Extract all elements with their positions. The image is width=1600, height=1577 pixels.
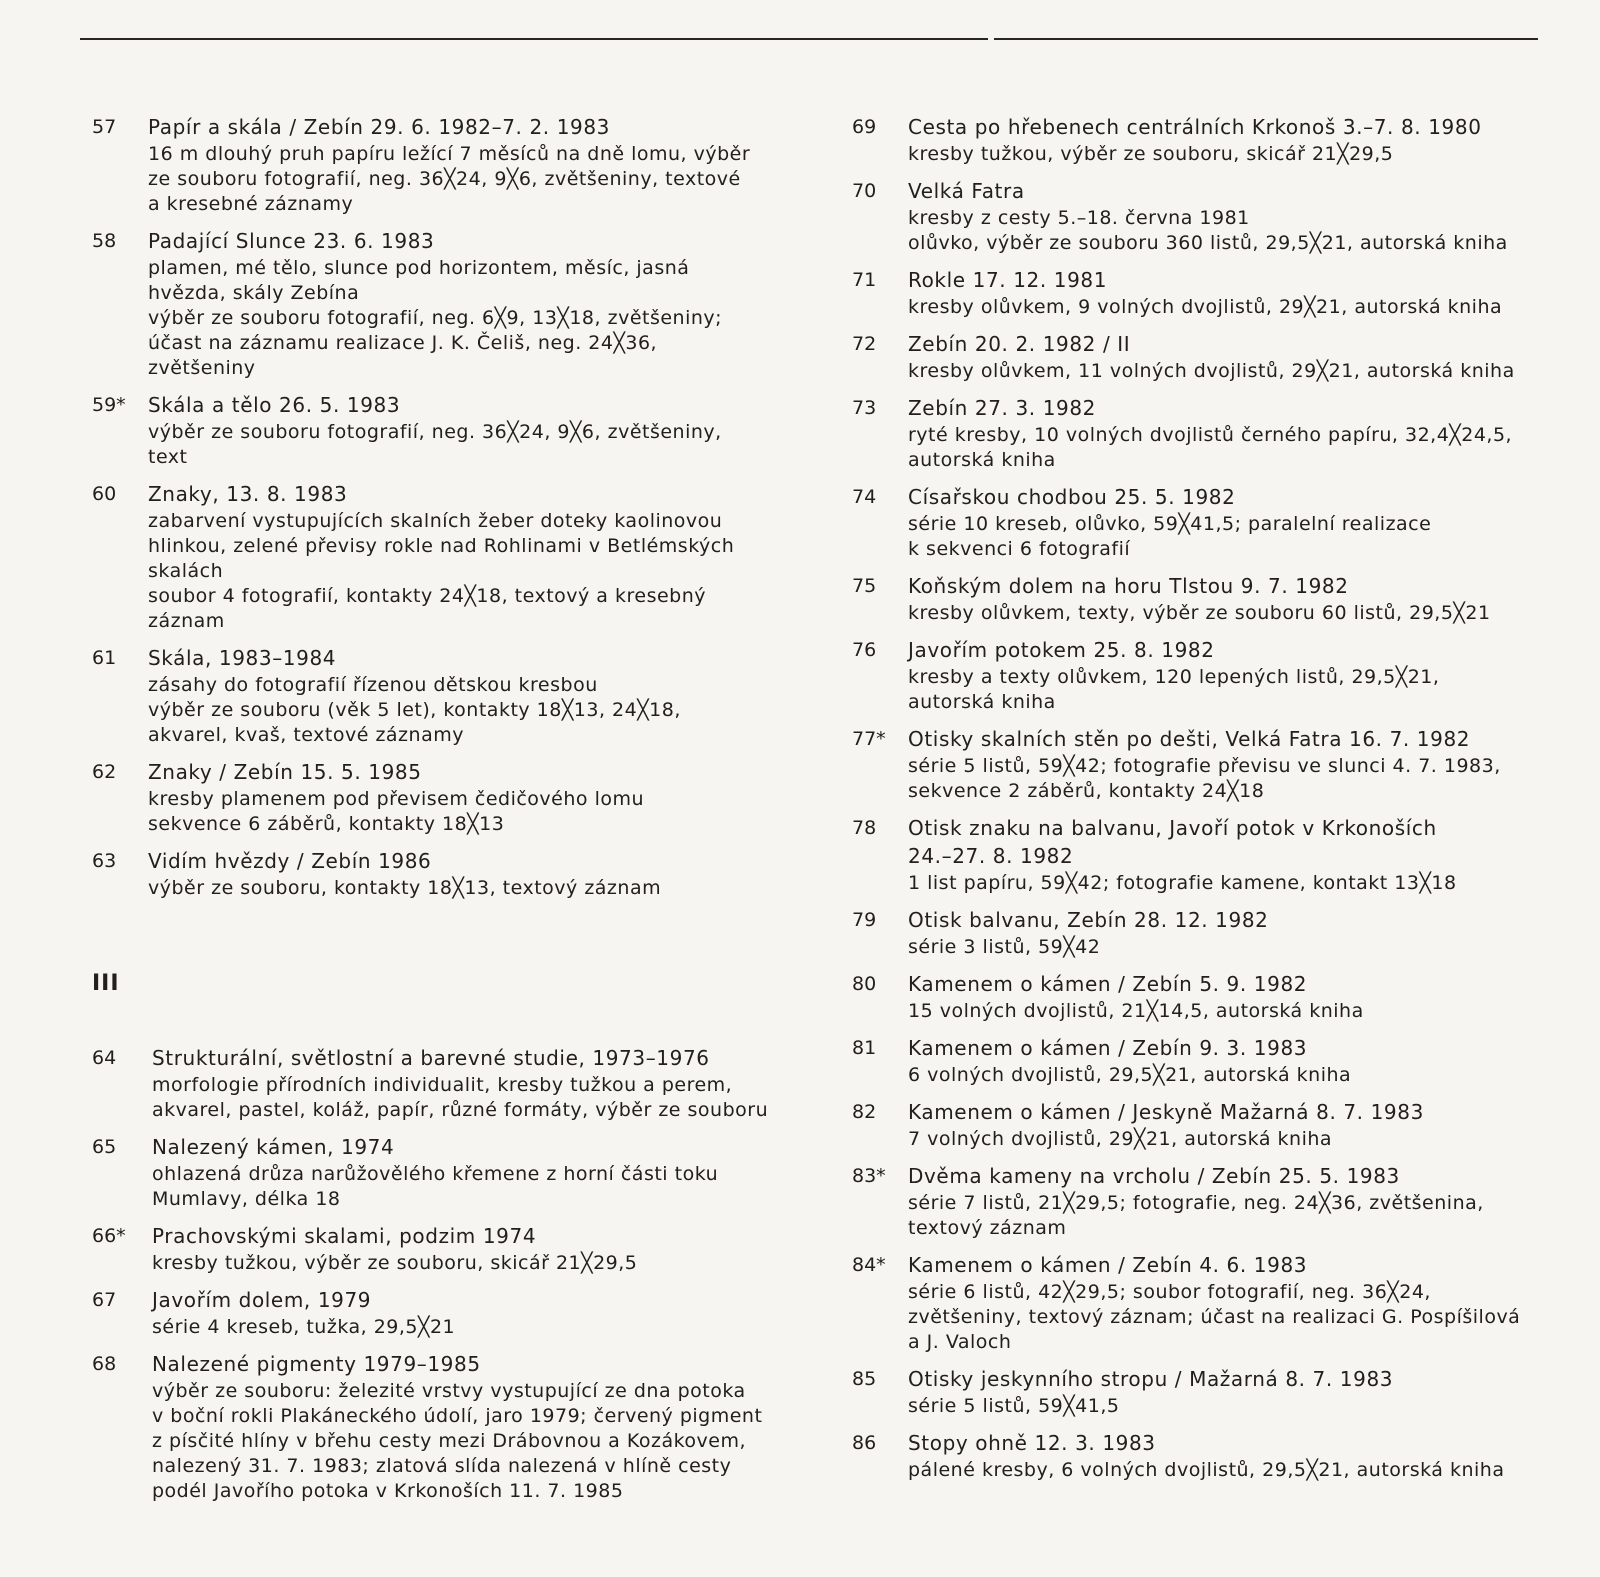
entry-title: Padající Slunce 23. 6. 1983 bbox=[148, 229, 435, 253]
catalog-entry bbox=[852, 636, 1592, 715]
entry-title: Strukturální, světlostní a barevné studie, 1973–1976 bbox=[152, 1046, 710, 1070]
entry-title: Papír a skála / Zebín 29. 6. 1982–7. 2. 1983 bbox=[148, 115, 611, 139]
entry-number: 85 bbox=[852, 1368, 877, 1390]
entry-number: 65 bbox=[92, 1136, 117, 1158]
entry-title: Zebín 27. 3. 1982 bbox=[908, 396, 1096, 420]
catalog-entry bbox=[852, 1365, 1592, 1419]
entry-title: Otisk balvanu, Zebín 28. 12. 1982 bbox=[908, 908, 1269, 932]
entry-title: Zebín 20. 2. 1982 / II bbox=[908, 332, 1131, 356]
catalog-entry bbox=[852, 970, 1592, 1024]
entry-number: 75 bbox=[852, 575, 877, 597]
catalog-entry bbox=[852, 483, 1592, 562]
entry-description: výběr ze souboru: železité vrstvy vystupující ze dna potoka v boční rokli Plakáneckého údolí, jaro 1979; červený pigment z písčité hlíny v břehu cesty mezi Drábovnou a Kozákovem, nalezený 31. 7. 1983; zlatová slída nalezená v hlíně cesty podél Javořího potoka v Krkonoších 11. 7. 1985 bbox=[152, 1380, 763, 1502]
catalog-entry bbox=[92, 847, 832, 901]
catalog-entry bbox=[852, 572, 1592, 626]
catalog-entry bbox=[92, 480, 832, 634]
entry-title: Javořím potokem 25. 8. 1982 bbox=[908, 638, 1215, 662]
entry-description: zásahy do fotografií řízenou dětskou kresbou výběr ze souboru (věk 5 let), kontakty 18╳13, 24╳18, akvarel, kvaš, textové záznamy bbox=[148, 674, 681, 746]
entry-title: Javořím dolem, 1979 bbox=[152, 1288, 372, 1312]
entry-number: 58 bbox=[92, 230, 117, 252]
catalog-entry bbox=[852, 177, 1592, 256]
catalog-entry bbox=[852, 814, 1592, 896]
entry-title: Nalezený kámen, 1974 bbox=[152, 1135, 395, 1159]
catalog-entry bbox=[92, 227, 832, 381]
entry-number: 79 bbox=[852, 909, 877, 931]
entry-number: 68 bbox=[92, 1353, 117, 1375]
entry-number: 82 bbox=[852, 1101, 877, 1123]
entry-title: Cesta po hřebenech centrálních Krkonoš 3.–7. 8. 1980 bbox=[908, 115, 1482, 139]
entry-title: Dvěma kameny na vrcholu / Zebín 25. 5. 1983 bbox=[908, 1164, 1400, 1188]
entry-description: ryté kresby, 10 volných dvojlistů černého papíru, 32,4╳24,5, autorská kniha bbox=[908, 424, 1513, 471]
entry-title: Znaky / Zebín 15. 5. 1985 bbox=[148, 760, 422, 784]
entry-description: pálené kresby, 6 volných dvojlistů, 29,5╳21, autorská kniha bbox=[908, 1459, 1505, 1481]
entry-title: Otisk znaku na balvanu, Javoří potok v Krkonoších 24.–27. 8. 1982 bbox=[908, 816, 1437, 868]
entry-description: kresby plamenem pod převisem čedičového lomu sekvence 6 záběrů, kontakty 18╳13 bbox=[148, 788, 645, 835]
entry-description: plamen, mé tělo, slunce pod horizontem, měsíc, jasná hvězda, skály Zebína výběr ze souboru fotografií, neg. 6╳9, 13╳18, zvětšeniny; účast na záznamu realizace J. K. Čeliš, neg. 24╳36, zvětšeniny bbox=[148, 257, 723, 379]
entry-title: Stopy ohně 12. 3. 1983 bbox=[908, 1431, 1156, 1455]
entry-description: morfologie přírodních individualit, kresby tužkou a perem, akvarel, pastel, koláž, papír, různé formáty, výběr ze souboru bbox=[152, 1074, 769, 1121]
entry-number: 70 bbox=[852, 180, 877, 202]
top-rule-left bbox=[80, 38, 988, 40]
entry-description: kresby olůvkem, texty, výběr ze souboru 60 listů, 29,5╳21 bbox=[908, 602, 1491, 624]
entry-description: výběr ze souboru, kontakty 18╳13, textový záznam bbox=[148, 877, 662, 899]
catalog-entry bbox=[92, 1286, 832, 1340]
catalog-entry bbox=[92, 644, 832, 748]
entry-number: 59* bbox=[92, 394, 126, 416]
entry-description: výběr ze souboru fotografií, neg. 36╳24, 9╳6, zvětšeniny, text bbox=[148, 421, 722, 468]
entry-description: ohlazená drůza narůžovělého křemene z horní části toku Mumlavy, délka 18 bbox=[152, 1163, 719, 1210]
entry-number: 66* bbox=[92, 1225, 126, 1247]
entry-number: 67 bbox=[92, 1289, 117, 1311]
catalog-entry bbox=[852, 394, 1592, 473]
catalog-entry bbox=[852, 1098, 1592, 1152]
entry-description: série 4 kreseb, tužka, 29,5╳21 bbox=[152, 1316, 456, 1338]
catalog-entry bbox=[852, 266, 1592, 320]
entry-number: 64 bbox=[92, 1047, 117, 1069]
entry-number: 63 bbox=[92, 850, 117, 872]
entry-number: 62 bbox=[92, 761, 117, 783]
left-column bbox=[92, 113, 832, 1514]
catalog-entry bbox=[92, 1044, 832, 1123]
catalog-entry bbox=[92, 758, 832, 837]
right-column bbox=[852, 113, 1592, 1493]
entry-number: 78 bbox=[852, 817, 877, 839]
entry-number: 83* bbox=[852, 1165, 886, 1187]
catalog-entry bbox=[852, 1034, 1592, 1088]
entry-title: Velká Fatra bbox=[908, 179, 1025, 203]
entry-title: Kamenem o kámen / Zebín 5. 9. 1982 bbox=[908, 972, 1308, 996]
entry-description: série 5 listů, 59╳42; fotografie převisu ve slunci 4. 7. 1983, sekvence 2 záběrů, kontakty 24╳18 bbox=[908, 755, 1501, 802]
catalog-entry bbox=[852, 725, 1592, 804]
entry-description: kresby tužkou, výběr ze souboru, skicář 21╳29,5 bbox=[908, 143, 1394, 165]
entry-title: Nalezené pigmenty 1979–1985 bbox=[152, 1352, 481, 1376]
catalog-entry bbox=[92, 1133, 832, 1212]
entry-title: Kamenem o kámen / Jeskyně Mažarná 8. 7. 1983 bbox=[908, 1100, 1424, 1124]
entry-title: Otisky jeskynního stropu / Mažarná 8. 7. 1983 bbox=[908, 1367, 1394, 1391]
catalog-entry bbox=[852, 1251, 1592, 1355]
entry-number: 61 bbox=[92, 647, 117, 669]
entry-description: série 5 listů, 59╳41,5 bbox=[908, 1395, 1120, 1417]
catalog-entry bbox=[92, 1222, 832, 1276]
entry-title: Otisky skalních stěn po dešti, Velká Fatra 16. 7. 1982 bbox=[908, 727, 1471, 751]
entry-number: 74 bbox=[852, 486, 877, 508]
catalog-entry bbox=[92, 1350, 832, 1504]
entry-title: Znaky, 13. 8. 1983 bbox=[148, 482, 348, 506]
entry-number: 73 bbox=[852, 397, 877, 419]
entry-description: 15 volných dvojlistů, 21╳14,5, autorská kniha bbox=[908, 1000, 1364, 1022]
entry-number: 72 bbox=[852, 333, 877, 355]
entries-list-section2 bbox=[92, 113, 832, 901]
catalog-entry bbox=[852, 1429, 1592, 1483]
entry-description: 7 volných dvojlistů, 29╳21, autorská kniha bbox=[908, 1128, 1333, 1150]
entry-title: Kamenem o kámen / Zebín 4. 6. 1983 bbox=[908, 1253, 1308, 1277]
entry-description: zabarvení vystupujících skalních žeber doteky kaolinovou hlinkou, zelené převisy rokle nad Rohlinami v Betlémských skalách soubor 4 fotografií, kontakty 24╳18, textový a kresebný záznam bbox=[148, 510, 735, 632]
entries-list-section3 bbox=[92, 1044, 832, 1504]
entry-description: série 10 kreseb, olůvko, 59╳41,5; paralelní realizace k sekvenci 6 fotografií bbox=[908, 513, 1432, 560]
entry-title: Skála a tělo 26. 5. 1983 bbox=[148, 393, 401, 417]
entry-title: Kamenem o kámen / Zebín 9. 3. 1983 bbox=[908, 1036, 1308, 1060]
top-rule-right bbox=[994, 38, 1538, 40]
entry-description: kresby tužkou, výběr ze souboru, skicář 21╳29,5 bbox=[152, 1252, 638, 1274]
entry-description: 16 m dlouhý pruh papíru ležící 7 měsíců na dně lomu, výběr ze souboru fotografií, neg. 36╳24, 9╳6, zvětšeniny, textové a kresebné záznamy bbox=[148, 143, 751, 215]
entry-number: 57 bbox=[92, 116, 117, 138]
entry-number: 69 bbox=[852, 116, 877, 138]
entry-number: 80 bbox=[852, 973, 877, 995]
entry-description: kresby z cesty 5.–18. června 1981 olůvko, výběr ze souboru 360 listů, 29,5╳21, autorská kniha bbox=[908, 207, 1508, 254]
catalog-entry bbox=[92, 113, 832, 217]
catalog-entry bbox=[852, 113, 1592, 167]
entry-description: série 3 listů, 59╳42 bbox=[908, 936, 1101, 958]
entry-description: 1 list papíru, 59╳42; fotografie kamene, kontakt 13╳18 bbox=[908, 872, 1457, 894]
entry-number: 76 bbox=[852, 639, 877, 661]
entry-title: Skála, 1983–1984 bbox=[148, 646, 337, 670]
catalog-entry bbox=[92, 391, 832, 470]
catalog-entry bbox=[852, 1162, 1592, 1241]
entry-title: Prachovskými skalami, podzim 1974 bbox=[152, 1224, 537, 1248]
entry-description: kresby olůvkem, 9 volných dvojlistů, 29╳21, autorská kniha bbox=[908, 296, 1503, 318]
entry-title: Rokle 17. 12. 1981 bbox=[908, 268, 1108, 292]
entry-title: Vidím hvězdy / Zebín 1986 bbox=[148, 849, 432, 873]
entry-number: 86 bbox=[852, 1432, 877, 1454]
entry-description: kresby olůvkem, 11 volných dvojlistů, 29╳21, autorská kniha bbox=[908, 360, 1515, 382]
entry-title: Koňským dolem na horu Tlstou 9. 7. 1982 bbox=[908, 574, 1349, 598]
entry-number: 84* bbox=[852, 1254, 886, 1276]
catalog-entry bbox=[852, 906, 1592, 960]
entry-description: série 6 listů, 42╳29,5; soubor fotografií, neg. 36╳24, zvětšeniny, textový záznam; účast na realizaci G. Pospíšilová a J. Valoch bbox=[908, 1281, 1521, 1353]
section-heading: III bbox=[92, 971, 120, 996]
entry-number: 60 bbox=[92, 483, 117, 505]
catalog-entry bbox=[852, 330, 1592, 384]
entry-description: kresby a texty olůvkem, 120 lepených listů, 29,5╳21, autorská kniha bbox=[908, 666, 1440, 713]
entry-number: 71 bbox=[852, 269, 877, 291]
entry-number: 77* bbox=[852, 728, 886, 750]
entry-description: 6 volných dvojlistů, 29,5╳21, autorská kniha bbox=[908, 1064, 1352, 1086]
entry-title: Císařskou chodbou 25. 5. 1982 bbox=[908, 485, 1236, 509]
entry-number: 81 bbox=[852, 1037, 877, 1059]
entry-description: série 7 listů, 21╳29,5; fotografie, neg. 24╳36, zvětšenina, textový záznam bbox=[908, 1192, 1484, 1239]
